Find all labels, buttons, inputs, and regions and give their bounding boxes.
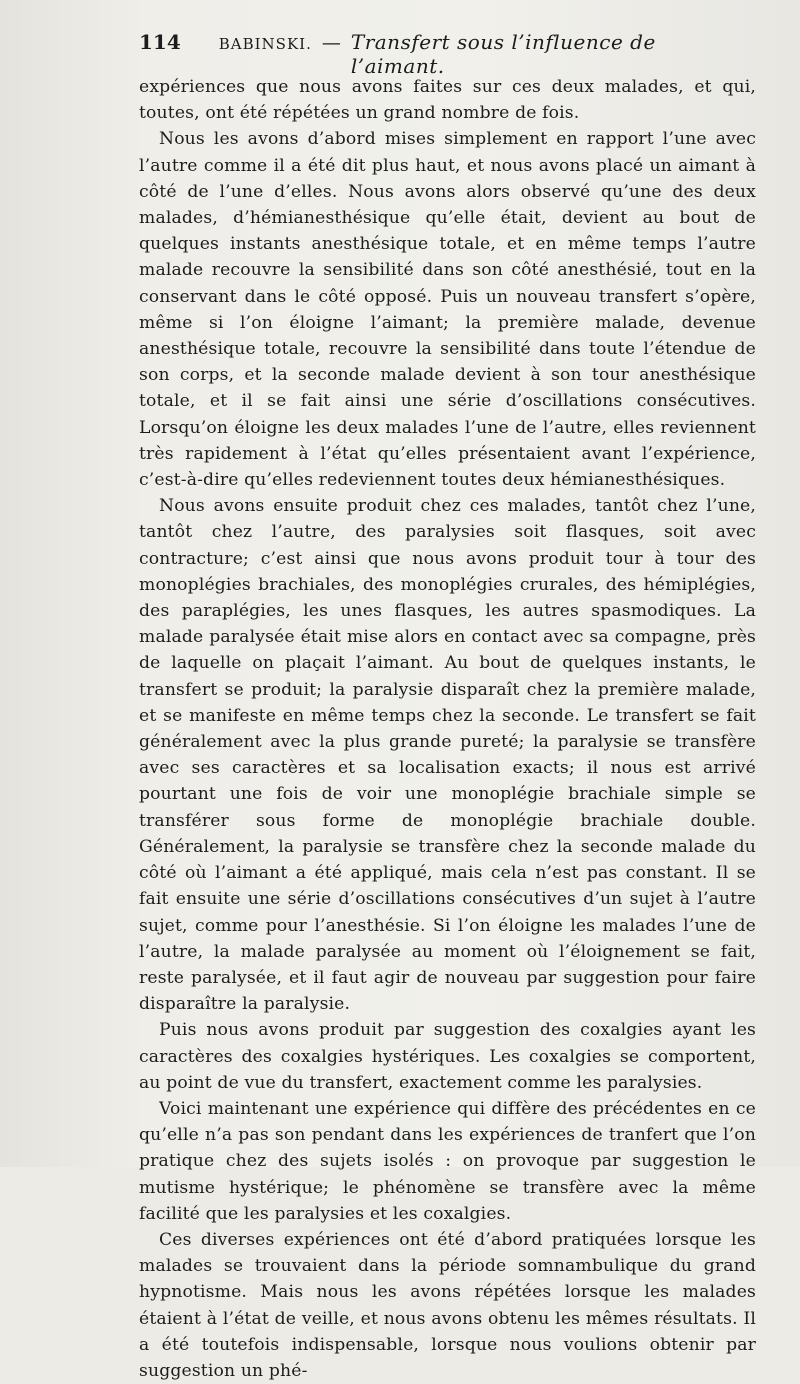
paragraph-3: Nous avons ensuite produit chez ces malades, tantôt chez l’une, tantôt chez l’autre, des paralysies soit flasques, soit avec contracture; c’est ainsi que nous avons produit tour à tour des monoplégies brachiales, des monoplégies crurales, des hémiplégies, des paraplégies, les unes flasques, les autres spasmodiques. La malade paralysée était mise alors en contact avec sa compagne, près de laquelle on plaçait l’aimant. Au bout de quelques instants, le transfert se produit; la paralysie disparaît chez la première malade, et se manifeste en même temps chez la seconde. Le transfert se fait généralement avec la plus grande pureté; la paralysie se transfère avec ses caractères et sa localisation exacts; il nous est arrivé pourtant une fois de voir une monoplégie brachiale simple se transférer sous forme de monoplégie brachiale double. Généralement, la paralysie se transfère chez la seconde malade du côté où l’aimant a été appliqué, mais cela n’est pas constant. Il se fait ensuite une série d’oscillations consécutives d’un sujet à l’autre sujet, comme pour l’anesthésie. Si l’on éloigne les malades l’une de l’autre, la malade paralysée au moment où l’éloignement se fait, reste paralysée, et il faut agir de nouveau par suggestion pour faire disparaître la paralysie. <box>139 496 756 1015</box>
body-text <box>139 74 756 1384</box>
paragraph-2: Nous les avons d’abord mises simplement en rapport l’une avec l’autre comme il a été dit plus haut, et nous avons placé un aimant à côté de l’une d’elles. Nous avons alors observé qu’une des deux malades, d’hémianesthésique qu’elle était, devient au bout de quelques instants anesthésique totale, et en même temps l’autre malade recouvre la sensibilité dans son côté anesthésié, tout en la conservant dans le côté opposé. Puis un nouveau transfert s’opère, même si l’on éloigne l’aimant; la première malade, devenue anesthésique totale, recouvre la sensibilité dans toute l’étendue de son corps, et la seconde malade devient à son tour anesthésique totale, et il se fait ainsi une série d’oscillations consécutives. Lorsqu’on éloigne les deux malades l’une de l’autre, elles reviennent très rapidement à l’état qu’elles présentaient avant l’expérience, c’est-à-dire qu’elles redeviennent toutes deux hémianesthésiques. <box>139 129 756 491</box>
header-dash: — <box>321 32 341 54</box>
header-author: BABINSKI. <box>218 35 312 53</box>
paragraph-4: Puis nous avons produit par suggestion des coxalgies ayant les caractères des coxalgies hystériques. Les coxalgies se comportent, au point de vue du transfert, exactement comme les paralysies. <box>139 1020 756 1093</box>
header-title: Transfert sous l’influence de l’aimant. <box>350 30 656 78</box>
paragraph-1: expériences que nous avons faites sur ces deux malades, et qui, toutes, ont été répétées un grand nombre de fois. <box>139 77 756 124</box>
paragraph-6: Ces diverses expériences ont été d’abord pratiquées lorsque les malades se trouvaient dans la période somnambulique du grand hypnotisme. Mais nous les avons répétées lorsque les malades étaient à l’état de veille, et nous avons obtenu les mêmes résultats. Il a été toutefois indispensable, lorsque nous voulions obtenir par suggestion un phé- <box>139 1229 756 1381</box>
paragraph-5: Voici maintenant une expérience qui diffère des précédentes en ce qu’elle n’a pas son pendant dans les expériences de tranfert que l’on pratique chez des sujets isolés : on provoque par suggestion le mutisme hystérique; le phénomène se transfère avec la même facilité que les paralysies et les coxalgies. <box>139 1098 756 1224</box>
running-header <box>139 30 756 78</box>
page-number: 114 <box>139 30 181 54</box>
